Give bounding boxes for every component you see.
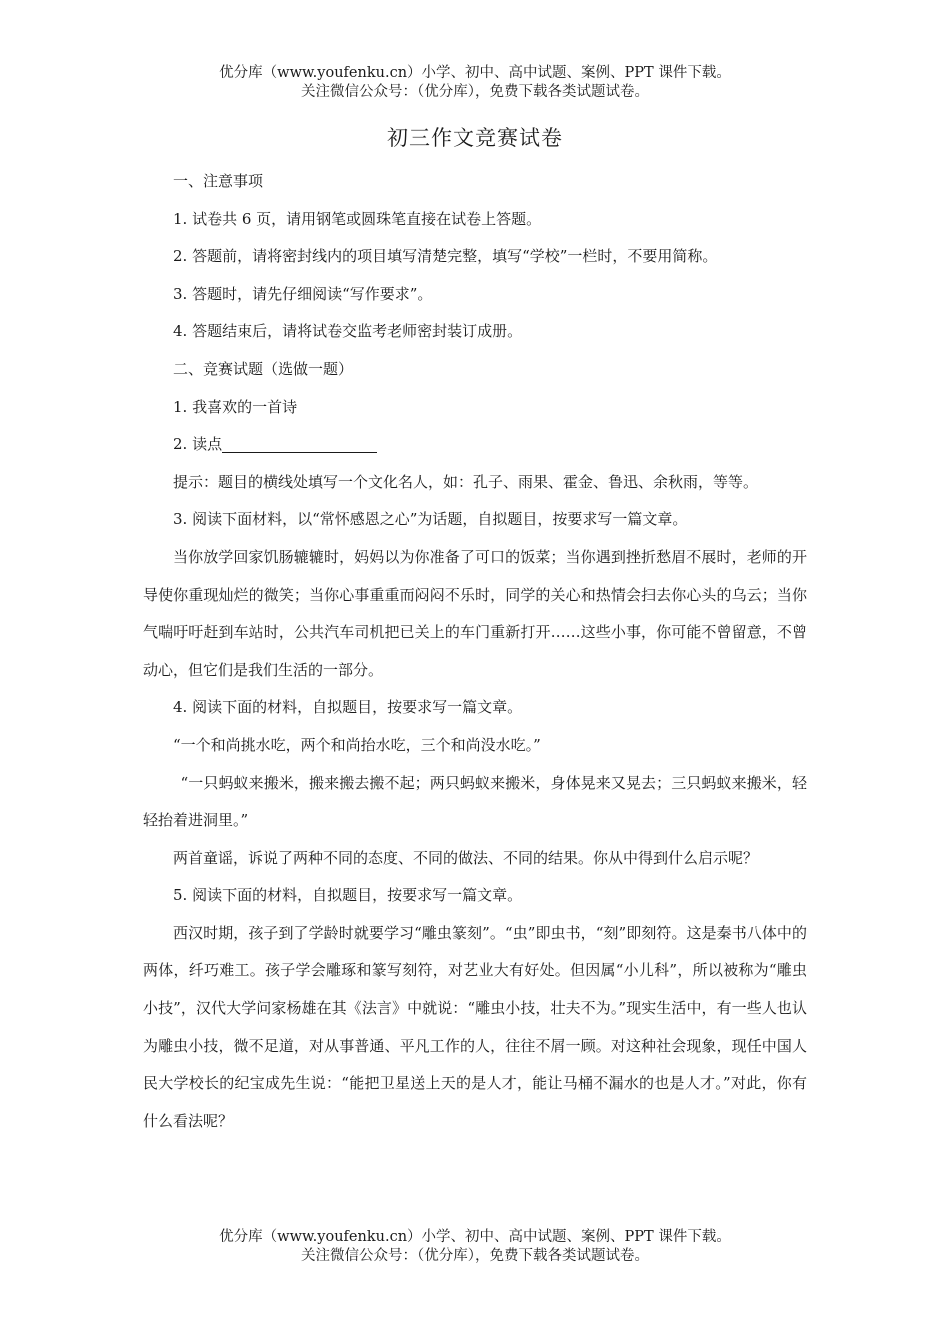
fill-in-blank-line [222, 432, 377, 453]
question-2 [143, 426, 807, 464]
section2-heading: 二、竞赛试题（选做一题） [173, 359, 354, 378]
question-2-label: 2. 读点 [173, 435, 223, 454]
footer-line-1: 优分库（www.youfenku.cn）小学、初中、高中试题、案例、PPT 课件下载。 [219, 1229, 731, 1245]
header-line-1: 优分库（www.youfenku.cn）小学、初中、高中试题、案例、PPT 课件下载。 [219, 65, 731, 81]
question-5: 5. 阅读下面的材料，自拟题目，按要求写一篇文章。 [173, 886, 523, 905]
question-3-material: 当你放学回家饥肠辘辘时，妈妈以为你准备了可口的饭菜；当你遇到挫折愁眉不展时，老师的开导使你重现灿烂的微笑；当你心事重重而闷闷不乐时，同学的关心和热情会扫去你心头的乌云；当你气喘吁吁赶到车站时，公共汽车司机把已关上的车门重新打开……这些小事，你可能不曾留意，不曾动心，但它们是我们生活的一部分。 [143, 547, 807, 679]
question-5-material: 西汉时期，孩子到了学龄时就要学习“雕虫篆刻”。“虫”即虫书，“刻”即刻符。这是秦书八体中的两体，纤巧难工。孩子学会雕琢和篆写刻符，对艺业大有好处。但因属“小儿科”，所以被称为“雕虫小技”，汉代大学问家杨雄在其《法言》中就说：“雕虫小技，壮夫不为。”现实生活中，有一些人也认为雕虫小技，微不足道，对从事普通、平凡工作的人，往往不屑一顾。对这种社会现象，现任中国人民大学校长的纪宝成先生说：“能把卫星送上天的是人才，能让马桶不漏水的也是人才。”对此，你有什么看法呢？ [143, 923, 807, 1130]
section1-heading: 一、注意事项 [173, 172, 264, 190]
page-title: 初三作文竞赛试卷 [387, 126, 563, 150]
page-footer [0, 1228, 950, 1266]
header-line-2: 关注微信公众号：（优分库），免费下载各类试题试卷。 [301, 84, 649, 100]
notice-item-3: 3. 答题时，请先仔细阅读“写作要求”。 [173, 284, 433, 303]
question-4-material: 两首童谣，诉说了两种不同的态度、不同的做法、不同的结果。你从中得到什么启示呢？ [173, 848, 759, 867]
notice-item-1: 1. 试卷共 6 页，请用钢笔或圆珠笔直接在试卷上答题。 [173, 209, 542, 228]
question-4-quote-2: “一只蚂蚁来搬米，搬来搬去搬不起；两只蚂蚁来搬米，身体晃来又晃去；三只蚂蚁来搬米，轻轻抬着进洞里。” [143, 773, 807, 830]
footer-line-2: 关注微信公众号：（优分库），免费下载各类试题试卷。 [301, 1248, 649, 1264]
question-4: 4. 阅读下面的材料，自拟题目，按要求写一篇文章。 [173, 698, 523, 717]
notice-item-4: 4. 答题结束后，请将试卷交监考老师密封装订成册。 [173, 322, 523, 341]
page-header [0, 64, 950, 102]
question-2-hint: 提示：题目的横线处填写一个文化名人，如：孔子、雨果、霍金、鲁迅、余秋雨，等等。 [173, 472, 759, 491]
question-1: 1. 我喜欢的一首诗 [173, 397, 298, 416]
notice-item-2: 2. 答题前，请将密封线内的项目填写清楚完整，填写“学校”一栏时，不要用简称。 [173, 247, 718, 266]
document-body [143, 163, 807, 1140]
question-4-quote-1: “一个和尚挑水吃，两个和尚抬水吃，三个和尚没水吃。” [173, 735, 541, 754]
question-3: 3. 阅读下面材料，以“常怀感恩之心”为话题，自拟题目，按要求写一篇文章。 [173, 510, 688, 529]
